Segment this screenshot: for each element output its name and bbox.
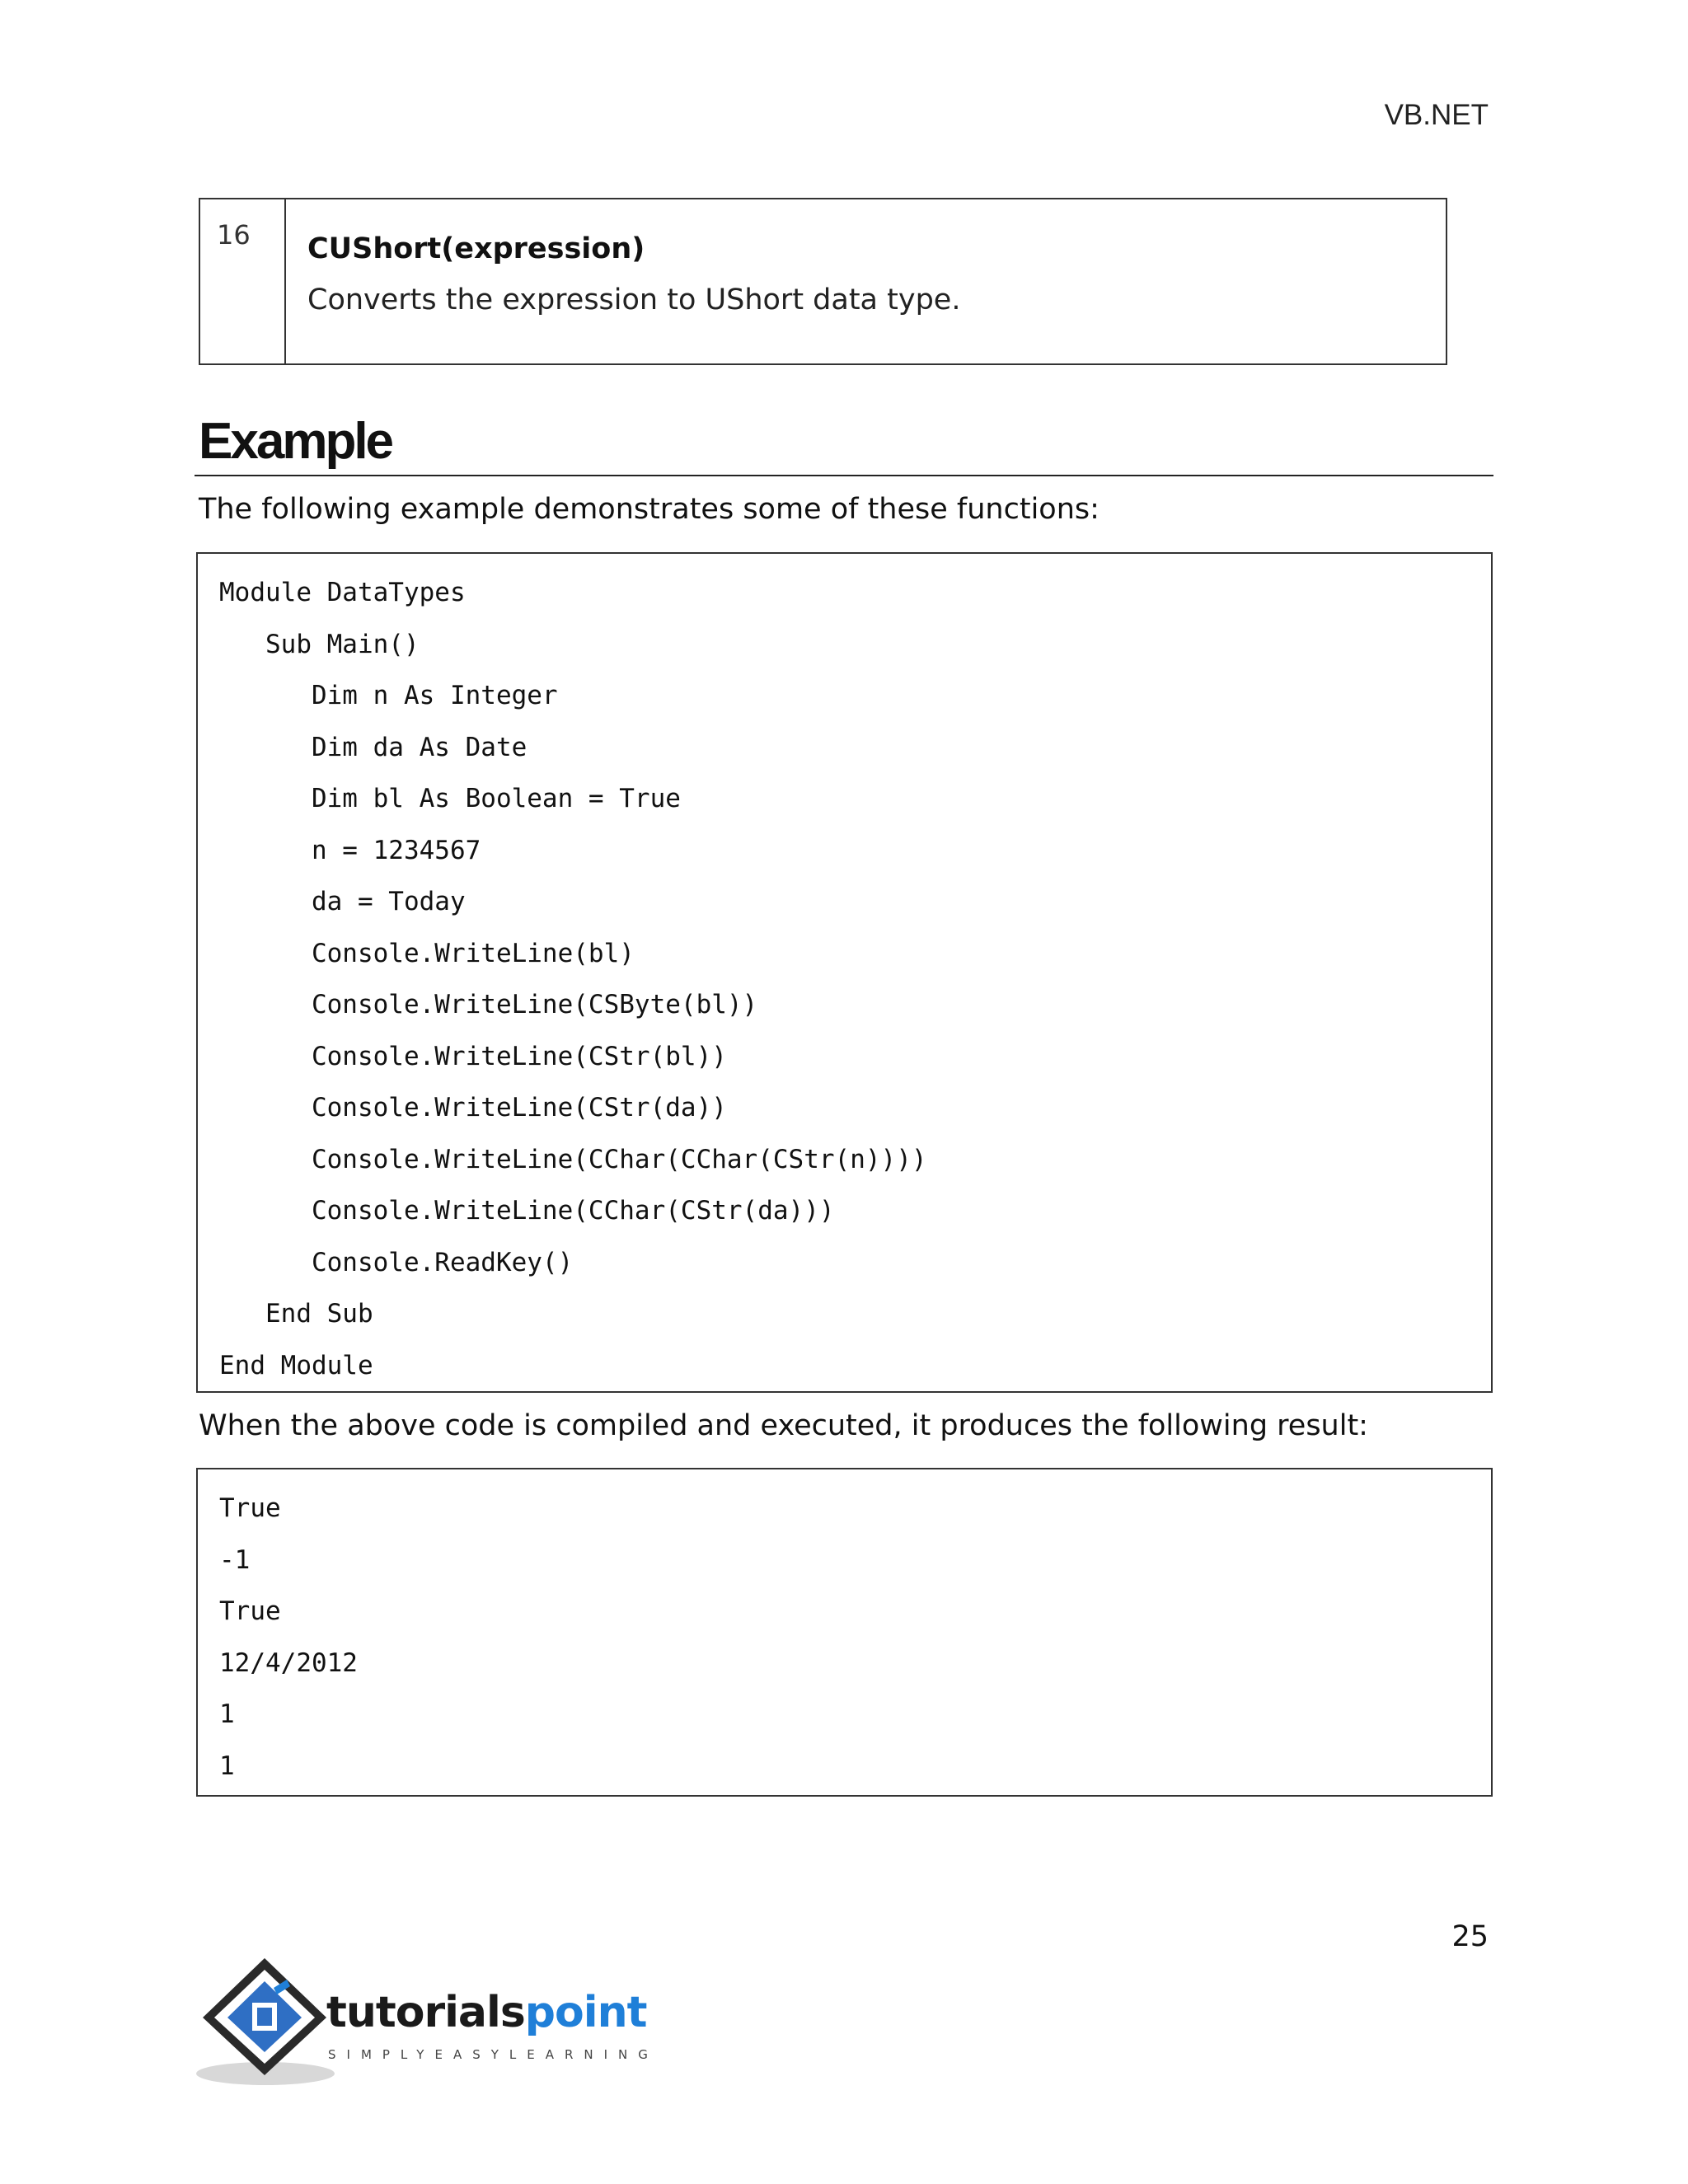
code-line: Module DataTypes <box>219 578 466 607</box>
code-line: Dim da As Date <box>219 732 528 762</box>
code-block <box>196 552 1493 1393</box>
function-name: CUShort(expression) <box>307 232 645 265</box>
code-line: Console.WriteLine(CStr(bl)) <box>219 1041 727 1071</box>
code-line: da = Today <box>219 887 466 916</box>
code-line: Console.WriteLine(CChar(CStr(da))) <box>219 1196 835 1226</box>
running-header: VB.NET <box>1384 99 1489 131</box>
output-block <box>196 1468 1493 1797</box>
logo-tagline: SIMPLYEASYLEARNING <box>328 2047 659 2062</box>
function-description: Converts the expression to UShort data type. <box>307 284 961 316</box>
code-line: Console.WriteLine(CSByte(bl)) <box>219 990 758 1019</box>
code-line: Console.WriteLine(bl) <box>219 938 635 968</box>
code-line: Dim bl As Boolean = True <box>219 784 681 813</box>
function-cell <box>286 199 960 363</box>
output-line: True <box>219 1596 281 1626</box>
function-table-row <box>199 198 1447 365</box>
example-intro: The following example demonstrates some of these functions: <box>199 493 1100 526</box>
code-line: End Sub <box>219 1299 373 1329</box>
output-line: 1 <box>219 1699 235 1729</box>
code-line: Sub Main() <box>219 629 420 659</box>
output-line: -1 <box>219 1544 251 1575</box>
page-number: 25 <box>1451 1920 1489 1953</box>
logo-icon <box>195 1952 335 2092</box>
heading-rule <box>195 475 1493 476</box>
code-line: End Module <box>219 1350 373 1380</box>
code-line: Console.ReadKey() <box>219 1247 574 1277</box>
tutorialspoint-logo <box>195 1952 659 2092</box>
section-heading: Example <box>199 413 392 470</box>
output-line: 12/4/2012 <box>219 1647 358 1678</box>
code-line: Console.WriteLine(CStr(da)) <box>219 1093 727 1122</box>
code-line: Console.WriteLine(CChar(CChar(CStr(n)))) <box>219 1144 927 1174</box>
function-number: 16 <box>200 199 286 363</box>
code-line: n = 1234567 <box>219 835 481 865</box>
output-line: True <box>219 1493 281 1523</box>
logo-wordmark: tutorialspoint <box>326 1988 647 2037</box>
code-line: Dim n As Integer <box>219 681 558 710</box>
result-intro: When the above code is compiled and executed, it produces the following result: <box>199 1409 1368 1442</box>
output-line: 1 <box>219 1750 235 1781</box>
